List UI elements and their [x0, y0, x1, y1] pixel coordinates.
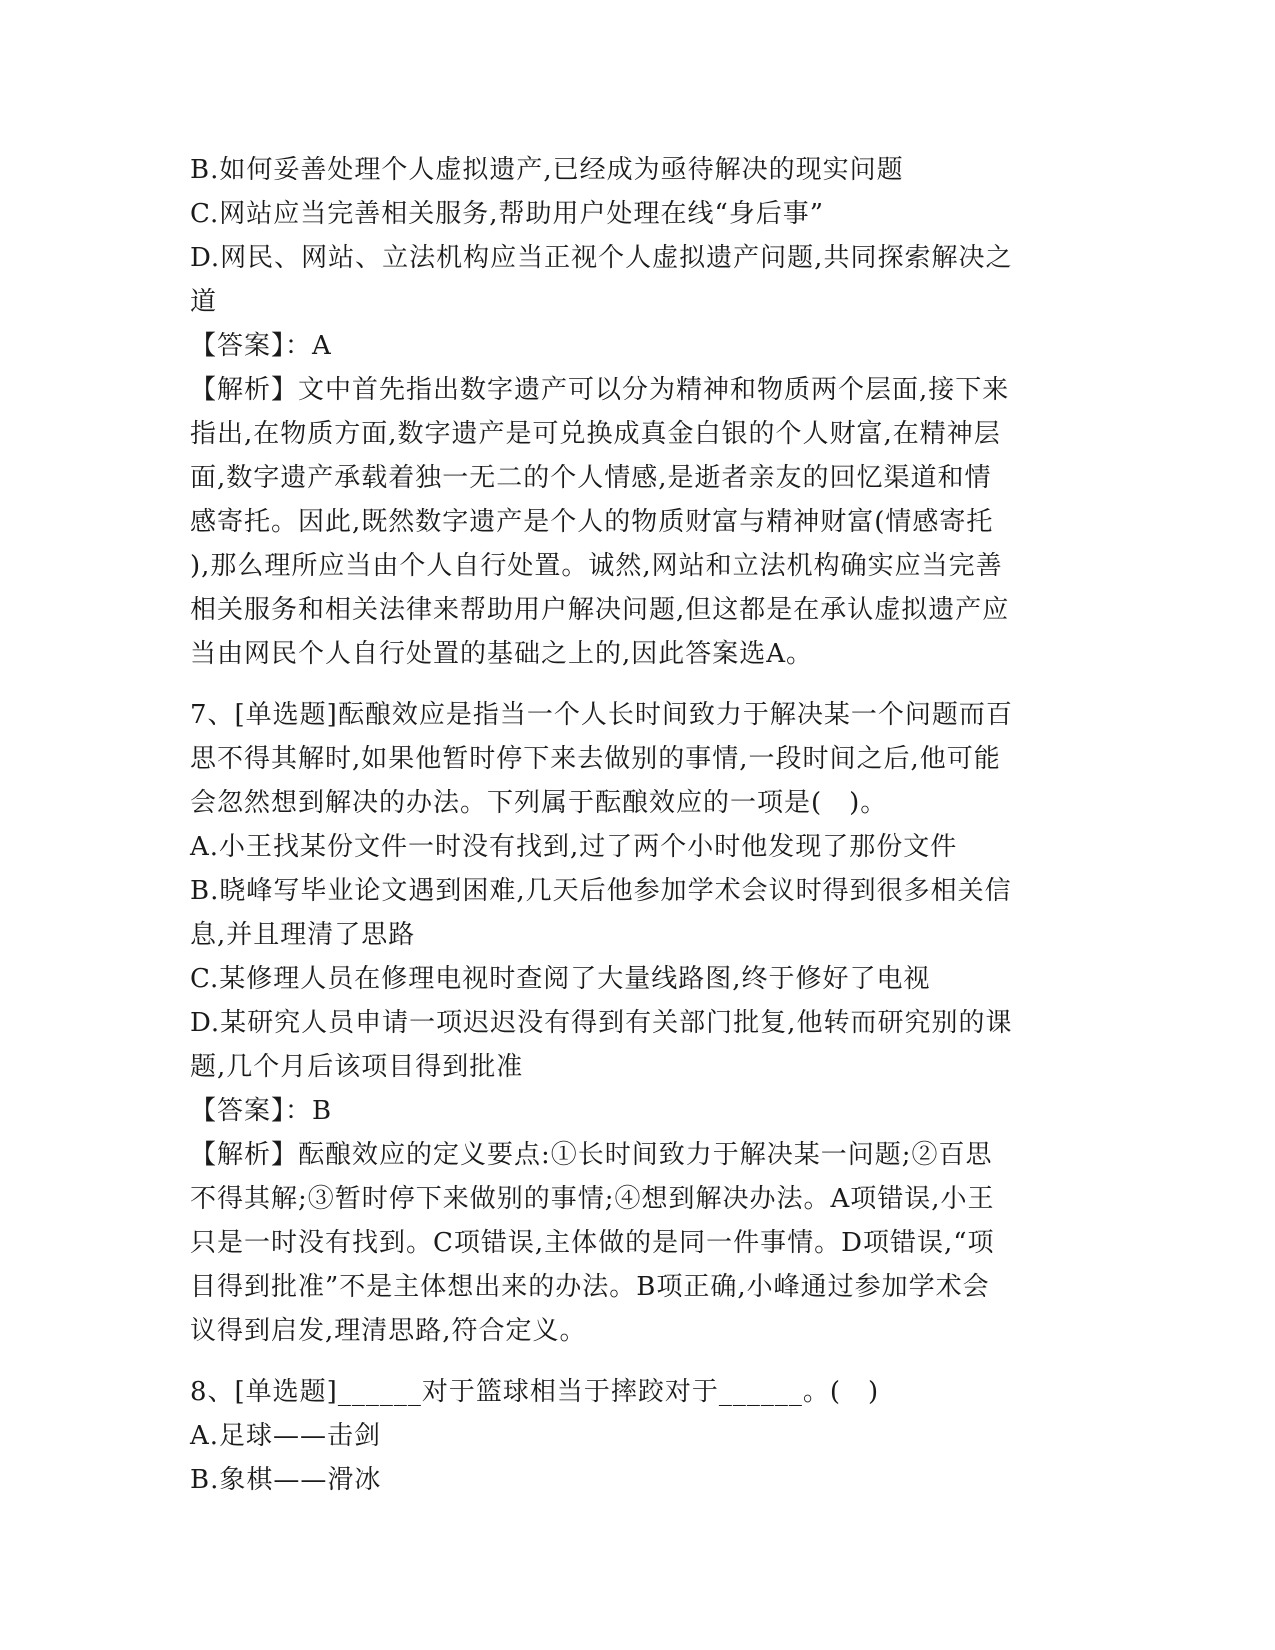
option-c: C.网站应当完善相关服务,帮助用户处理在线“身后事”	[190, 199, 825, 229]
analysis-line: 议得到启发,理清思路,符合定义。	[190, 1316, 587, 1346]
analysis-line: 面,数字遗产承载着独一无二的个人情感,是逝者亲友的回忆渠道和情	[190, 463, 992, 493]
analysis-line: 当由网民个人自行处置的基础之上的,因此答案选A。	[190, 639, 814, 669]
analysis-line: 【解析】文中首先指出数字遗产可以分为精神和物质两个层面,接下来	[190, 375, 1010, 405]
question-stem: 8、[单选题]______对于篮球相当于摔跤对于______。( )	[190, 1377, 880, 1407]
analysis-line: 【解析】酝酿效应的定义要点:①长时间致力于解决某一问题;②百思	[190, 1140, 993, 1170]
answer-label: 【答案】：B	[190, 1096, 333, 1126]
option-d-continued: 道	[190, 287, 218, 317]
option-a: A.小王找某份文件一时没有找到,过了两个小时他发现了那份文件	[190, 832, 958, 862]
question-stem: 思不得其解时,如果他暂时停下来去做别的事情,一段时间之后,他可能	[190, 744, 1001, 774]
analysis-line: 指出,在物质方面,数字遗产是可兑换成真金白银的个人财富,在精神层	[190, 419, 1001, 449]
analysis-line: 感寄托。因此,既然数字遗产是个人的物质财富与精神财富(情感寄托	[190, 507, 994, 537]
question-stem: 7、[单选题]酝酿效应是指当一个人长时间致力于解决某一个问题而百	[190, 700, 1013, 730]
paragraph-gap	[190, 1353, 1080, 1370]
analysis-line: 只是一时没有找到。C项错误,主体做的是同一件事情。D项错误,“项	[190, 1228, 995, 1258]
analysis-line: ),那么理所应当由个人自行处置。诚然,网站和立法机构确实应当完善	[190, 551, 1003, 581]
option-d-continued: 题,几个月后该项目得到批准	[190, 1052, 524, 1082]
option-b: B.象棋——滑冰	[190, 1465, 382, 1495]
question-stem: 会忽然想到解决的办法。下列属于酝酿效应的一项是( )。	[190, 788, 888, 818]
question-6-options-and-answer	[190, 148, 1080, 676]
option-a: A.足球——击剑	[190, 1421, 382, 1451]
question-8	[190, 1370, 1080, 1502]
analysis-line: 目得到批准”不是主体想出来的办法。B项正确,小峰通过参加学术会	[190, 1272, 990, 1302]
analysis-line: 不得其解;③暂时停下来做别的事情;④想到解决办法。A项错误,小王	[190, 1184, 995, 1214]
option-b-continued: 息,并且理清了思路	[190, 920, 416, 950]
paragraph-gap	[190, 676, 1080, 693]
question-7	[190, 693, 1080, 1353]
option-b: B.如何妥善处理个人虚拟遗产,已经成为亟待解决的现实问题	[190, 155, 904, 185]
option-c: C.某修理人员在修理电视时查阅了大量线路图,终于修好了电视	[190, 964, 931, 994]
answer-label: 【答案】：A	[190, 331, 332, 361]
option-b: B.晓峰写毕业论文遇到困难,几天后他参加学术会议时得到很多相关信	[190, 876, 1012, 906]
document-content	[190, 148, 1080, 1502]
analysis-line: 相关服务和相关法律来帮助用户解决问题,但这都是在承认虚拟遗产应	[190, 595, 1010, 625]
option-d: D.某研究人员申请一项迟迟没有得到有关部门批复,他转而研究别的课	[190, 1008, 1013, 1038]
option-d: D.网民、网站、立法机构应当正视个人虚拟遗产问题,共同探索解决之	[190, 243, 1013, 273]
